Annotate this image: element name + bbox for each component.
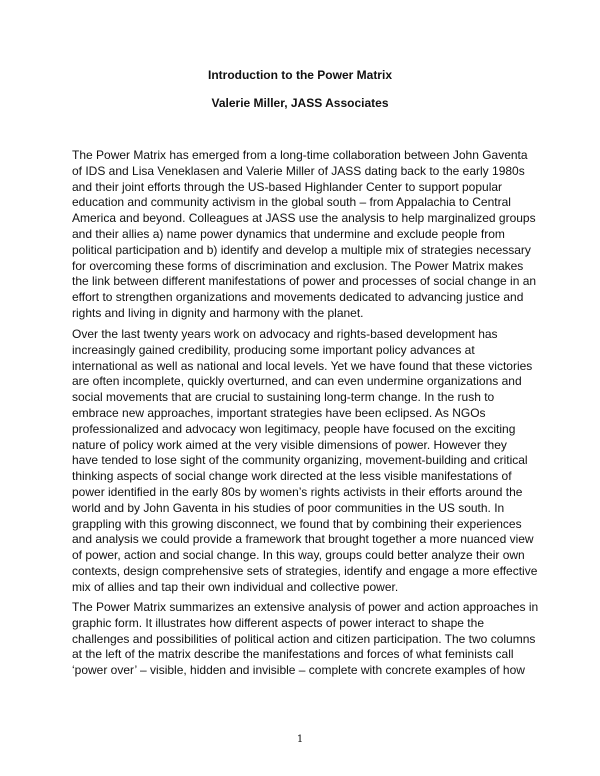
text-line: ‘power over’ – visible, hidden and invisible – complete with concrete examples of how — [72, 663, 525, 678]
document-author: Valerie Miller, JASS Associates — [211, 96, 389, 110]
text-line: America and beyond. Colleagues at JASS use the analysis to help marginalized groups — [72, 211, 536, 226]
text-line: for overcoming these forms of discrimination and exclusion. The Power Matrix makes — [72, 258, 524, 273]
text-line: effort to strengthen organizations and movements dedicated to advancing justice and — [72, 290, 524, 305]
text-line: professionalized and advocacy won legitimacy, people have focused on the exciting — [72, 421, 516, 436]
text-line: The Power Matrix summarizes an extensive analysis of power and action approaches in — [72, 600, 539, 614]
text-line: nature of policy work aimed at the very visible dimensions of power. However they — [72, 437, 507, 452]
document-title: Introduction to the Power Matrix — [207, 68, 392, 82]
text-line: world and by John Gaventa in his studies of poor communities in the US south. In — [72, 500, 505, 515]
text-line: thinking aspects of social change work directed at the less visible manifestations of — [72, 469, 512, 484]
paragraph-2 — [72, 327, 550, 596]
text-line: The Power Matrix has emerged from a long-time collaboration between John Gaventa — [72, 148, 528, 162]
text-line: are often incomplete, quickly overturned, and can even undermine organizations and — [72, 374, 522, 389]
text-line: of IDS and Lisa Veneklasen and Valerie Miller of JASS dating back to the early 1980s — [72, 163, 525, 178]
text-line: at the left of the matrix describe the manifestations and forces of what feminists call — [72, 647, 514, 662]
text-line: Over the last twenty years work on advocacy and rights-based development has — [72, 327, 498, 341]
page-number: 1 — [296, 734, 304, 745]
text-line: political participation and b) identify and develop a multiple mix of strategies necessary — [72, 242, 531, 257]
text-line: power identified in the early 80s by women’s rights activists in their efforts around the — [72, 484, 523, 499]
text-line: education and community activism in the global south – from Appalachia to Central — [72, 195, 511, 210]
text-line: graphic form. It illustrates how different aspects of power interact to shape the — [72, 615, 484, 630]
text-line: challenges and possibilities of political action and citizen participation. The two columns — [72, 631, 536, 646]
text-line: increasingly gained credibility, producing some important policy advances at — [72, 342, 475, 357]
text-line: international as well as national and local levels. Yet we have found that these victories — [72, 358, 533, 373]
text-line: and their joint efforts through the US-based Highlander Center to support popular — [72, 179, 503, 194]
text-line: and their allies a) name power dynamics that undermine and exclude people from — [72, 226, 505, 241]
paragraph-1 — [72, 148, 550, 322]
text-line: rights and living in dignity and harmony with the planet. — [72, 305, 364, 320]
text-line: social movements that are crucial to sustaining long-term change. In the rush to — [72, 390, 495, 405]
paragraph-3 — [72, 600, 550, 679]
text-line: of power, action and social change. In this way, groups could better analyze their own — [72, 548, 525, 563]
text-line: and analysis we could provide a framework that brought together a more nuanced view — [72, 532, 534, 547]
text-line: mix of allies and tap their own individual and collective power. — [72, 579, 399, 594]
text-line: grappling with this growing disconnect, we found that by combining their experiences — [72, 516, 522, 531]
text-line: the link between different manifestations of power and processes of social change in an — [72, 274, 537, 289]
text-line: embrace new approaches, important strategies have been eclipsed. As NGOs — [72, 405, 486, 420]
text-line: have tended to lose sight of the community organizing, movement-building and critical — [72, 453, 528, 468]
text-line: contexts, design comprehensive sets of strategies, identify and engage a more effective — [72, 563, 538, 578]
